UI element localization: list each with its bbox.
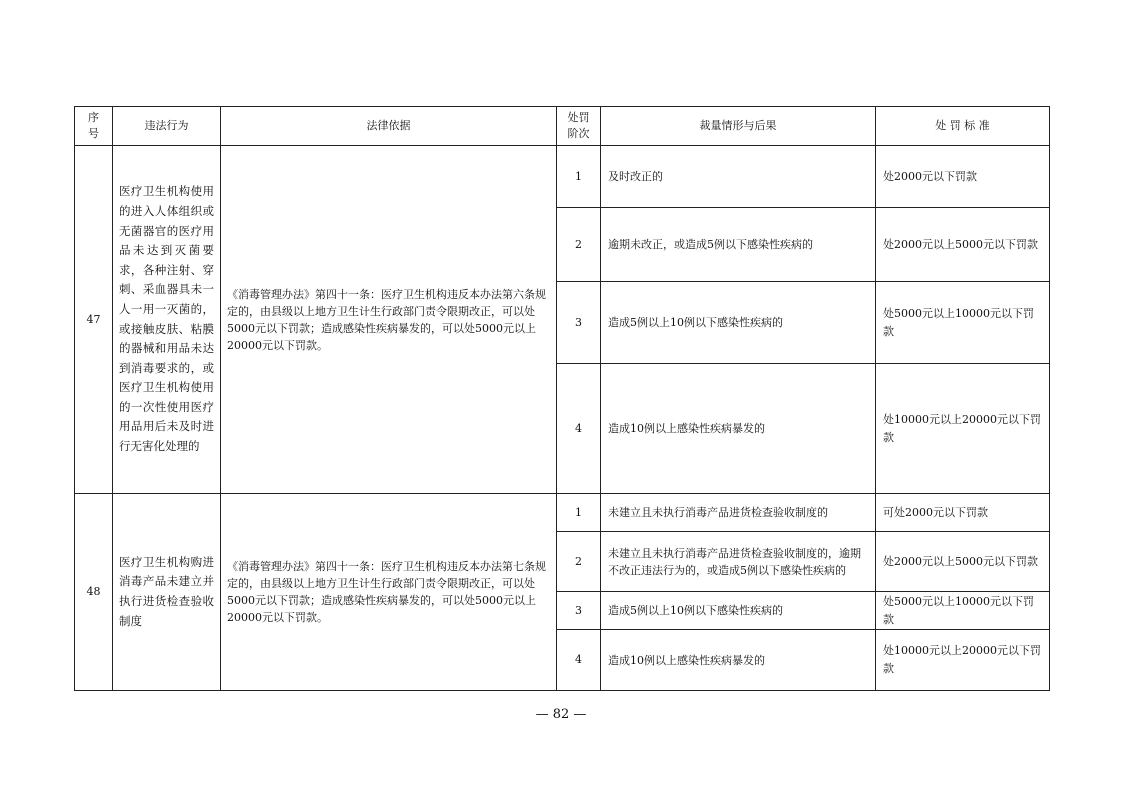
page-number: — 82 — xyxy=(535,707,587,722)
tier-num: 2 xyxy=(557,208,601,282)
tier-penalty: 处5000元以上10000元以下罚款 xyxy=(876,592,1050,630)
row-act: 医疗卫生机构使用的进入人体组织或无菌器官的医疗用品未达到灭菌要求，各种注射、穿刺、采血器具未一人一用一灭菌的，或接触皮肤、粘膜的器械和用品未达到消毒要求的，或医疗卫生机构使用的一次性使用医疗用品用后未及时进行无害化处理的 xyxy=(113,146,221,494)
tier-num: 1 xyxy=(557,146,601,208)
row-law: 《消毒管理办法》第四十一条：医疗卫生机构违反本办法第七条规定的，由县级以上地方卫生计生行政部门责令限期改正，可以处5000元以下罚款；造成感染性疾病暴发的，可以处5000元以上20000元以下罚款。 xyxy=(221,494,557,691)
row-law: 《消毒管理办法》第四十一条：医疗卫生机构违反本办法第六条规定的，由县级以上地方卫生计生行政部门责令限期改正，可以处5000元以下罚款；造成感染性疾病暴发的，可以处5000元以上20000元以下罚款。 xyxy=(221,146,557,494)
tier-situation: 及时改正的 xyxy=(601,146,876,208)
row-seq: 47 xyxy=(75,146,113,494)
tier-num: 4 xyxy=(557,364,601,494)
tier-num: 4 xyxy=(557,630,601,691)
tier-situation: 未建立且未执行消毒产品进货检查验收制度的，逾期不改正违法行为的，或造成5例以下感染性疾病的 xyxy=(601,532,876,592)
tier-penalty: 处10000元以上20000元以下罚款 xyxy=(876,364,1050,494)
header-penalty: 处 罚 标 准 xyxy=(876,107,1050,146)
tier-situation: 未建立且未执行消毒产品进货检查验收制度的 xyxy=(601,494,876,532)
tier-situation: 造成5例以上10例以下感染性疾病的 xyxy=(601,282,876,364)
header-tier: 处罚阶次 xyxy=(557,107,601,146)
table-row xyxy=(75,494,1050,532)
header-situation: 裁量情形与后果 xyxy=(601,107,876,146)
tier-situation: 造成10例以上感染性疾病暴发的 xyxy=(601,364,876,494)
tier-situation: 造成10例以上感染性疾病暴发的 xyxy=(601,630,876,691)
tier-penalty: 处5000元以上10000元以下罚款 xyxy=(876,282,1050,364)
row-seq: 48 xyxy=(75,494,113,691)
tier-situation: 逾期未改正，或造成5例以下感染性疾病的 xyxy=(601,208,876,282)
tier-penalty: 处2000元以上5000元以下罚款 xyxy=(876,208,1050,282)
tier-penalty: 处2000元以上5000元以下罚款 xyxy=(876,532,1050,592)
header-law: 法律依据 xyxy=(221,107,557,146)
tier-situation: 造成5例以上10例以下感染性疾病的 xyxy=(601,592,876,630)
penalty-table xyxy=(74,106,1050,691)
tier-penalty: 处10000元以上20000元以下罚款 xyxy=(876,630,1050,691)
row-act: 医疗卫生机构购进消毒产品未建立并执行进货检查验收制度 xyxy=(113,494,221,691)
tier-penalty: 可处2000元以下罚款 xyxy=(876,494,1050,532)
header-seq: 序号 xyxy=(75,107,113,146)
table-row xyxy=(75,146,1050,208)
tier-num: 3 xyxy=(557,592,601,630)
tier-num: 3 xyxy=(557,282,601,364)
tier-num: 1 xyxy=(557,494,601,532)
header-act: 违法行为 xyxy=(113,107,221,146)
tier-penalty: 处2000元以下罚款 xyxy=(876,146,1050,208)
header-row xyxy=(75,107,1050,146)
tier-num: 2 xyxy=(557,532,601,592)
